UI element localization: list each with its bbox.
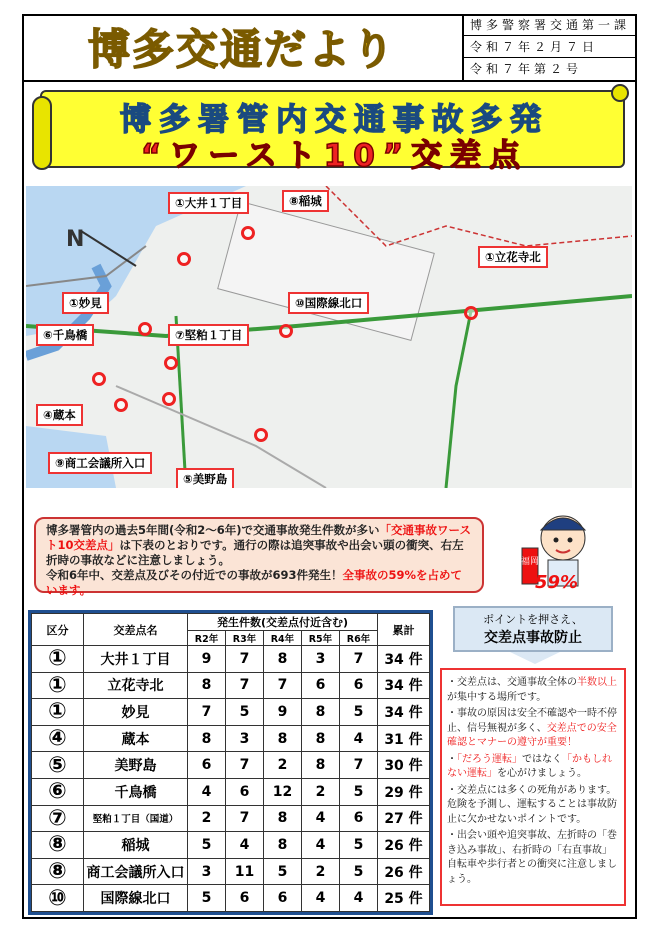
name-cell: 商工会議所入口 <box>84 858 188 885</box>
map-label-ryugeji: ①立花寺北 <box>478 246 548 268</box>
rank-cell: ⑥ <box>32 778 84 805</box>
marker-kuramoto <box>114 398 128 412</box>
note-5: ・出会い頭や追突事故、左折時の「巻き込み事故」、右折時の「右直事故」自転車や歩行者との衝突に注意しましょう。 <box>447 830 617 885</box>
intro-box <box>34 517 484 597</box>
rank-cell: ⑦ <box>32 805 84 832</box>
count-cell: 12 <box>263 778 301 805</box>
count-cell: 8 <box>263 832 301 859</box>
intro-text-red: 「交通事故ワースト10交差点」 <box>46 523 471 552</box>
map-label-kokusaisen: ⑩国際線北口 <box>288 292 369 314</box>
marker-kokusaisen <box>279 324 293 338</box>
issue-date: 令和７年２月７日 <box>464 36 637 58</box>
count-cell: 8 <box>301 699 339 726</box>
count-cell: 4 <box>339 885 377 912</box>
table-row <box>32 778 430 805</box>
note-1a: ・交差点は、交通事故全体の <box>447 677 577 688</box>
intro-text-b: は下表のとおりです。通行の際は追突事故や出会い頭の衝突、右左折時の事故などに注意しましょう。 <box>46 538 464 567</box>
count-cell: 6 <box>188 752 226 779</box>
rank-cell: ① <box>32 672 84 699</box>
count-cell: 5 <box>339 699 377 726</box>
count-cell: 8 <box>301 752 339 779</box>
map-label-katakasu: ⑦堅粕１丁目 <box>168 324 249 346</box>
table-row <box>32 672 430 699</box>
percent-figure: 59% <box>535 572 579 593</box>
count-cell: 6 <box>339 672 377 699</box>
marker-katakasu <box>164 356 178 370</box>
marker-minoshima <box>254 428 268 442</box>
total-cell: 34 件 <box>378 699 430 726</box>
rank-cell: ① <box>32 699 84 726</box>
svg-text:N: N <box>66 227 85 252</box>
note-2a: ・事故の原因は安全不確認や一時不停止、信号無視が多く、 <box>447 708 617 734</box>
table-row <box>32 805 430 832</box>
count-cell: 5 <box>263 858 301 885</box>
name-cell: 大井１丁目 <box>84 646 188 673</box>
total-cell: 31 件 <box>378 725 430 752</box>
total-cell: 25 件 <box>378 885 430 912</box>
header-year: R3年 <box>225 631 263 646</box>
mascot-badge: 福岡 <box>520 557 540 567</box>
count-cell: 6 <box>225 885 263 912</box>
header-year: R5年 <box>301 631 339 646</box>
total-cell: 34 件 <box>378 672 430 699</box>
note-1 <box>447 676 619 705</box>
point-line1: ポイントを押さえ、 <box>483 613 583 626</box>
count-cell: 7 <box>225 646 263 673</box>
count-cell: 4 <box>301 832 339 859</box>
count-cell: 4 <box>225 832 263 859</box>
note-3-red2: 「かもしれない運転」 <box>447 753 612 779</box>
marker-myoken <box>138 322 152 336</box>
name-cell: 堅粕１丁目（国道） <box>84 805 188 832</box>
count-cell: 8 <box>188 725 226 752</box>
count-cell: 7 <box>225 672 263 699</box>
count-cell: 4 <box>339 725 377 752</box>
intro-text-c: 令和6年中、交差点及びその付近での事故が693件発生！ <box>46 568 343 582</box>
note-3c: を心がけましょう。 <box>497 768 587 779</box>
header-year: R6年 <box>339 631 377 646</box>
count-cell: 2 <box>188 805 226 832</box>
intro-text-a: 博多署管内の過去5年間(令和2～6年)で交通事故発生件数が多い <box>46 523 380 537</box>
count-cell: 9 <box>263 699 301 726</box>
count-cell: 6 <box>263 885 301 912</box>
rank-cell: ⑩ <box>32 885 84 912</box>
count-cell: 4 <box>301 805 339 832</box>
note-2 <box>447 707 619 751</box>
map-label-oi: ①大井１丁目 <box>168 192 249 214</box>
table-row <box>32 858 430 885</box>
count-cell: 7 <box>339 752 377 779</box>
point-line2: 交差点事故防止 <box>484 630 582 646</box>
header-counts: 発生件数(交差点付近含む) <box>188 614 378 631</box>
count-cell: 4 <box>301 885 339 912</box>
header-category: 区分 <box>32 614 84 646</box>
intersection-map <box>26 186 632 488</box>
count-cell: 7 <box>225 805 263 832</box>
table-row <box>32 752 430 779</box>
total-cell: 26 件 <box>378 832 430 859</box>
count-cell: 8 <box>263 805 301 832</box>
note-1-red: 半数以上 <box>577 677 617 688</box>
rank-cell: ① <box>32 646 84 673</box>
count-cell: 3 <box>225 725 263 752</box>
note-3b: ではなく <box>522 753 562 765</box>
count-cell: 7 <box>263 672 301 699</box>
count-cell: 11 <box>225 858 263 885</box>
rank-cell: ⑧ <box>32 832 84 859</box>
marker-oi <box>177 252 191 266</box>
count-cell: 7 <box>188 699 226 726</box>
total-cell: 34 件 <box>378 646 430 673</box>
note-3-red1: 「だろう運転」 <box>457 753 522 765</box>
header-year: R4年 <box>263 631 301 646</box>
marker-shoko <box>162 392 176 406</box>
name-cell: 美野島 <box>84 752 188 779</box>
count-cell: 8 <box>263 646 301 673</box>
count-cell: 6 <box>225 778 263 805</box>
map-label-inashiro: ⑧稲城 <box>282 190 329 212</box>
table-row <box>32 725 430 752</box>
count-cell: 8 <box>263 725 301 752</box>
name-cell: 稲城 <box>84 832 188 859</box>
note-3a: ・ <box>447 753 457 765</box>
count-cell: 5 <box>188 885 226 912</box>
count-cell: 2 <box>263 752 301 779</box>
count-cell: 5 <box>339 778 377 805</box>
count-cell: 3 <box>188 858 226 885</box>
header-info <box>462 14 637 80</box>
note-4: ・交差点には多くの死角があります。危険を予測し、運転することは事故防止に欠かせないポイントです。 <box>447 784 617 825</box>
point-arrow <box>510 652 560 664</box>
map-label-kuramoto: ④蔵本 <box>36 404 83 426</box>
total-cell: 30 件 <box>378 752 430 779</box>
table-row <box>32 699 430 726</box>
count-cell: 5 <box>339 832 377 859</box>
name-cell: 妙見 <box>84 699 188 726</box>
point-box <box>453 606 613 652</box>
rank-cell: ⑤ <box>32 752 84 779</box>
count-cell: 2 <box>301 778 339 805</box>
header-divider <box>22 80 637 82</box>
name-cell: 蔵本 <box>84 725 188 752</box>
header-name: 交差点名 <box>84 614 188 646</box>
newsletter-title: 博多交通だより <box>87 25 396 74</box>
header-total: 累計 <box>378 614 430 646</box>
headline-line1: 博多署管内交通事故多発 <box>120 102 549 138</box>
count-cell: 2 <box>301 858 339 885</box>
count-cell: 4 <box>188 778 226 805</box>
headline-line2: “ワースト10”交差点 <box>140 138 529 174</box>
rank-cell: ④ <box>32 725 84 752</box>
marker-ryugeji <box>464 306 478 320</box>
table-row <box>32 885 430 912</box>
header-year: R2年 <box>188 631 226 646</box>
total-cell: 29 件 <box>378 778 430 805</box>
department: 博多警察署交通第一課 <box>464 14 637 36</box>
table-row <box>32 832 430 859</box>
map-background <box>26 186 632 488</box>
map-label-shoko: ⑨商工会議所入口 <box>48 452 152 474</box>
note-3 <box>447 753 619 782</box>
intro-text-red2: 全事故の59%を占めています。 <box>46 568 463 597</box>
count-cell: 5 <box>225 699 263 726</box>
count-cell: 9 <box>188 646 226 673</box>
issue-number: 令和７年第２号 <box>470 62 583 76</box>
map-label-chidoribashi: ⑥千鳥橋 <box>36 324 94 346</box>
count-cell: 6 <box>339 805 377 832</box>
note-2-red: 交差点での安全確認とマナーの遵守が重要！ <box>447 722 617 748</box>
marker-inashiro <box>241 226 255 240</box>
map-label-myoken: ①妙見 <box>62 292 109 314</box>
count-cell: 6 <box>301 672 339 699</box>
map-label-minoshima: ⑤美野島 <box>176 468 234 488</box>
ranking-table <box>28 610 433 915</box>
rank-cell: ⑧ <box>32 858 84 885</box>
count-cell: 5 <box>188 832 226 859</box>
total-cell: 27 件 <box>378 805 430 832</box>
note-1b: が集中する場所です。 <box>447 691 547 703</box>
count-cell: 7 <box>339 646 377 673</box>
count-cell: 3 <box>301 646 339 673</box>
count-cell: 7 <box>225 752 263 779</box>
count-cell: 8 <box>188 672 226 699</box>
name-cell: 立花寺北 <box>84 672 188 699</box>
table-row <box>32 646 430 673</box>
count-cell: 8 <box>301 725 339 752</box>
headline-banner <box>40 90 625 174</box>
count-cell: 5 <box>339 858 377 885</box>
marker-chidoribashi <box>92 372 106 386</box>
total-cell: 26 件 <box>378 858 430 885</box>
table-body <box>32 646 430 912</box>
name-cell: 国際線北口 <box>84 885 188 912</box>
name-cell: 千鳥橋 <box>84 778 188 805</box>
safety-notes <box>440 668 626 906</box>
